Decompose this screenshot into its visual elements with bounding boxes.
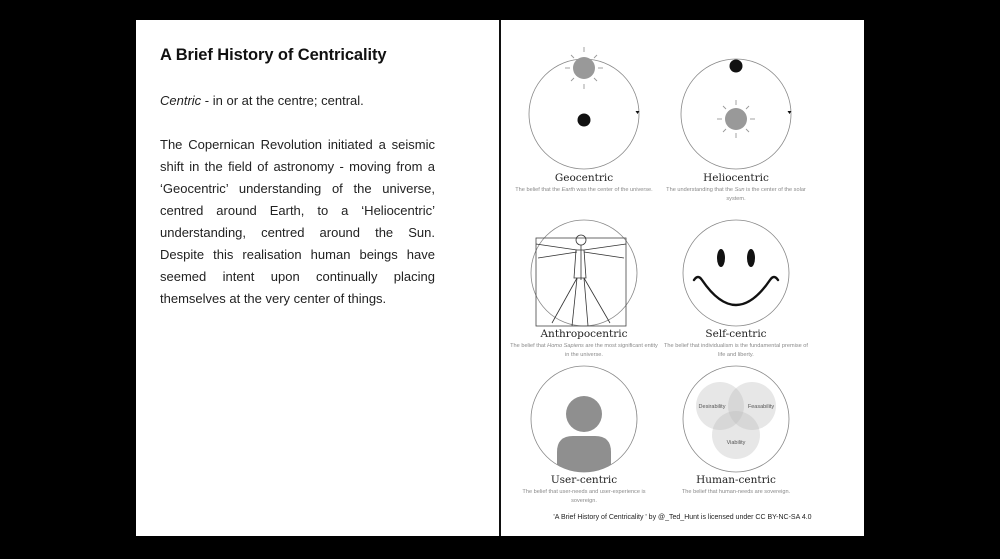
vitruvian-man-icon <box>524 218 644 328</box>
left-page <box>136 20 501 536</box>
item-title: Geocentric <box>554 172 614 184</box>
desc-text: The belief that individualism is the fundamental premise of life and liberty. <box>664 343 808 358</box>
body-paragraph: The Copernican Revolution initiated a seismic shift in the field of astronomy - moving from a ‘Geocentric’ understanding of the universe, centred around Earth, to a ‘Heliocentric’ understanding, centred around the Sun. Despite this realisation human beings have seemed intent upon continually placing themselves at the very center of things. <box>160 137 435 306</box>
desc-text: The belief that <box>510 343 548 349</box>
desc-text: is the center of the solar system. <box>726 187 806 202</box>
license-credit: 'A Brief History of Centricality ' by @_Ted_Hunt is licensed under CC BY-NC-SA 4.0 <box>553 514 812 521</box>
desc-text: The belief that human-needs are sovereign. <box>681 489 791 495</box>
definition <box>160 93 364 108</box>
item-description <box>509 488 659 505</box>
definition-term: Centric <box>160 93 202 108</box>
item-description <box>661 342 811 359</box>
item-title: Anthropocentric <box>540 328 628 340</box>
right-page <box>501 20 864 536</box>
user-avatar-icon <box>524 364 644 474</box>
venn-label: Viability <box>726 440 746 446</box>
item-description <box>509 342 659 359</box>
item-description <box>509 186 659 195</box>
venn-label: Feasability <box>747 404 775 410</box>
desc-text: The belief that the <box>515 187 562 193</box>
item-title: Self-centric <box>705 328 767 340</box>
desc-text: are the most significant entity in the universe. <box>565 343 658 358</box>
venn-circle-viability <box>712 411 760 459</box>
heliocentric-orbit-icon <box>676 44 796 172</box>
item-title: Heliocentric <box>703 172 769 184</box>
venn-diagram-icon <box>676 364 796 474</box>
item-title: User-centric <box>550 474 618 486</box>
desc-emphasis: Sun <box>734 187 745 193</box>
item-geocentric <box>509 44 659 195</box>
desc-text: was the center of the universe. <box>574 187 653 193</box>
item-heliocentric <box>661 44 811 203</box>
book-spread <box>136 20 864 536</box>
definition-text: - in or at the centre; central. <box>201 93 364 108</box>
item-title: Human-centric <box>696 474 776 486</box>
item-user-centric <box>509 364 659 505</box>
desc-text: The understanding that the <box>666 187 735 193</box>
item-anthropocentric <box>509 218 659 359</box>
item-human-centric <box>661 364 811 497</box>
smiley-face-icon <box>676 218 796 328</box>
desc-emphasis: Homo Sapiens <box>547 343 584 349</box>
desc-emphasis: Earth <box>561 187 575 193</box>
item-description <box>661 186 811 203</box>
geocentric-orbit-icon <box>524 44 644 172</box>
item-description <box>661 488 811 497</box>
desc-text: The belief that user-needs and user-experience is sovereign. <box>522 489 646 504</box>
venn-label: Desirability <box>698 404 726 410</box>
item-self-centric <box>661 218 811 359</box>
page-title: A Brief History of Centricality <box>160 46 387 64</box>
